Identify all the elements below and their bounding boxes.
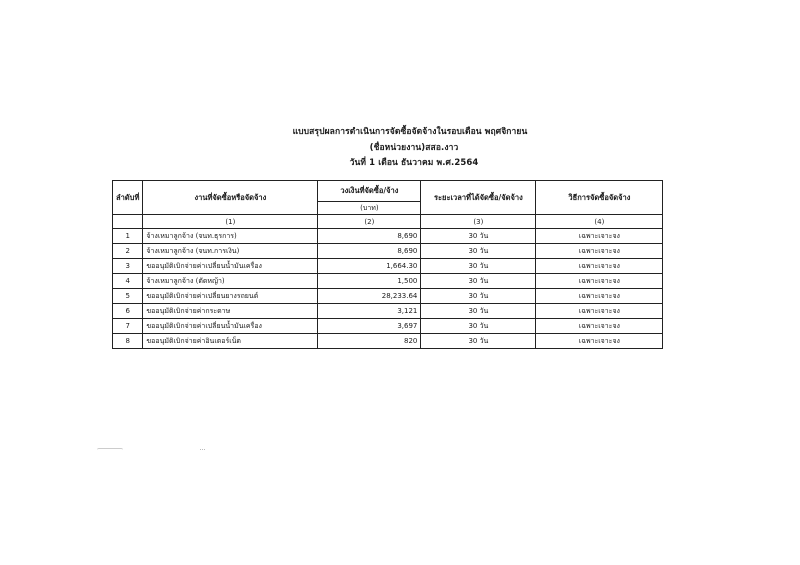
index-cell: (2) (318, 215, 421, 229)
index-cell: (4) (536, 215, 663, 229)
index-cell-blank (113, 215, 143, 229)
row-period: 30 วัน (421, 229, 536, 244)
row-no: 1 (113, 229, 143, 244)
row-task: ขออนุมัติเบิกจ่ายค่าเปลี่ยนน้ำมันเครื่อง (143, 259, 318, 274)
row-task: ขออนุมัติเบิกจ่ายค่าอินเตอร์เน็ต (143, 334, 318, 349)
row-no: 3 (113, 259, 143, 274)
row-period: 30 วัน (421, 289, 536, 304)
row-no: 5 (113, 289, 143, 304)
table-row (113, 289, 663, 304)
table-row (113, 259, 663, 274)
table-row (113, 274, 663, 289)
row-budget: 28,233.64 (318, 289, 421, 304)
header-no: ลำดับที่ (113, 181, 143, 215)
table-row (113, 319, 663, 334)
row-budget: 3,121 (318, 304, 421, 319)
header-budget-unit: (บาท) (318, 202, 421, 215)
agency-name: (ชื่อหน่วยงาน)สสอ.งาว (369, 143, 459, 153)
header-period: ระยะเวลาที่ได้จัดซื้อ/จัดจ้าง (421, 181, 536, 215)
row-period: 30 วัน (421, 304, 536, 319)
row-method: เฉพาะเจาะจง (536, 334, 663, 349)
table-row (113, 229, 663, 244)
row-method: เฉพาะเจาะจง (536, 274, 663, 289)
row-period: 30 วัน (421, 259, 536, 274)
row-period: 30 วัน (421, 319, 536, 334)
index-cell: (3) (421, 215, 536, 229)
document-date: วันที่ 1 เดือน ธันวาคม พ.ศ.2564 (349, 158, 479, 168)
row-period: 30 วัน (421, 244, 536, 259)
scan-artifact (97, 448, 123, 454)
row-method: เฉพาะเจาะจง (536, 229, 663, 244)
table-row (113, 304, 663, 319)
row-method: เฉพาะเจาะจง (536, 289, 663, 304)
scan-artifact (200, 449, 205, 453)
row-budget: 3,697 (318, 319, 421, 334)
header-method: วิธีการจัดซื้อจัดจ้าง (536, 181, 663, 215)
row-method: เฉพาะเจาะจง (536, 319, 663, 334)
row-budget: 1,664.30 (318, 259, 421, 274)
table-row (113, 244, 663, 259)
header-budget: วงเงินที่จัดซื้อ/จ้าง (318, 181, 421, 202)
index-cell: (1) (143, 215, 318, 229)
row-task: จ้างเหมาลูกจ้าง (จนท.ธุรการ) (143, 229, 318, 244)
document-title: แบบสรุปผลการดำเนินการจัดซื้อจัดจ้างในรอบเดือน พฤศจิกายน (292, 127, 528, 137)
row-budget: 8,690 (318, 244, 421, 259)
row-task: ขออนุมัติเบิกจ่ายค่ากระดาษ (143, 304, 318, 319)
header-task: งานที่จัดซื้อหรือจัดจ้าง (143, 181, 318, 215)
row-task: ขออนุมัติเบิกจ่ายค่าเปลี่ยนยางรถยนต์ (143, 289, 318, 304)
row-method: เฉพาะเจาะจง (536, 304, 663, 319)
procurement-table (112, 180, 663, 349)
row-no: 8 (113, 334, 143, 349)
row-task: ขออนุมัติเบิกจ่ายค่าเปลี่ยนน้ำมันเครื่อง (143, 319, 318, 334)
table-row (113, 334, 663, 349)
row-no: 4 (113, 274, 143, 289)
row-budget: 1,500 (318, 274, 421, 289)
row-budget: 8,690 (318, 229, 421, 244)
row-method: เฉพาะเจาะจง (536, 259, 663, 274)
row-no: 6 (113, 304, 143, 319)
row-period: 30 วัน (421, 274, 536, 289)
row-budget: 820 (318, 334, 421, 349)
row-method: เฉพาะเจาะจง (536, 244, 663, 259)
row-period: 30 วัน (421, 334, 536, 349)
row-task: จ้างเหมาลูกจ้าง (ตัดหญ้า) (143, 274, 318, 289)
column-index-row (113, 215, 663, 229)
row-no: 2 (113, 244, 143, 259)
table-body (113, 215, 663, 349)
table-header-row (113, 181, 663, 202)
row-task: จ้างเหมาลูกจ้าง (จนท.การเงิน) (143, 244, 318, 259)
row-no: 7 (113, 319, 143, 334)
